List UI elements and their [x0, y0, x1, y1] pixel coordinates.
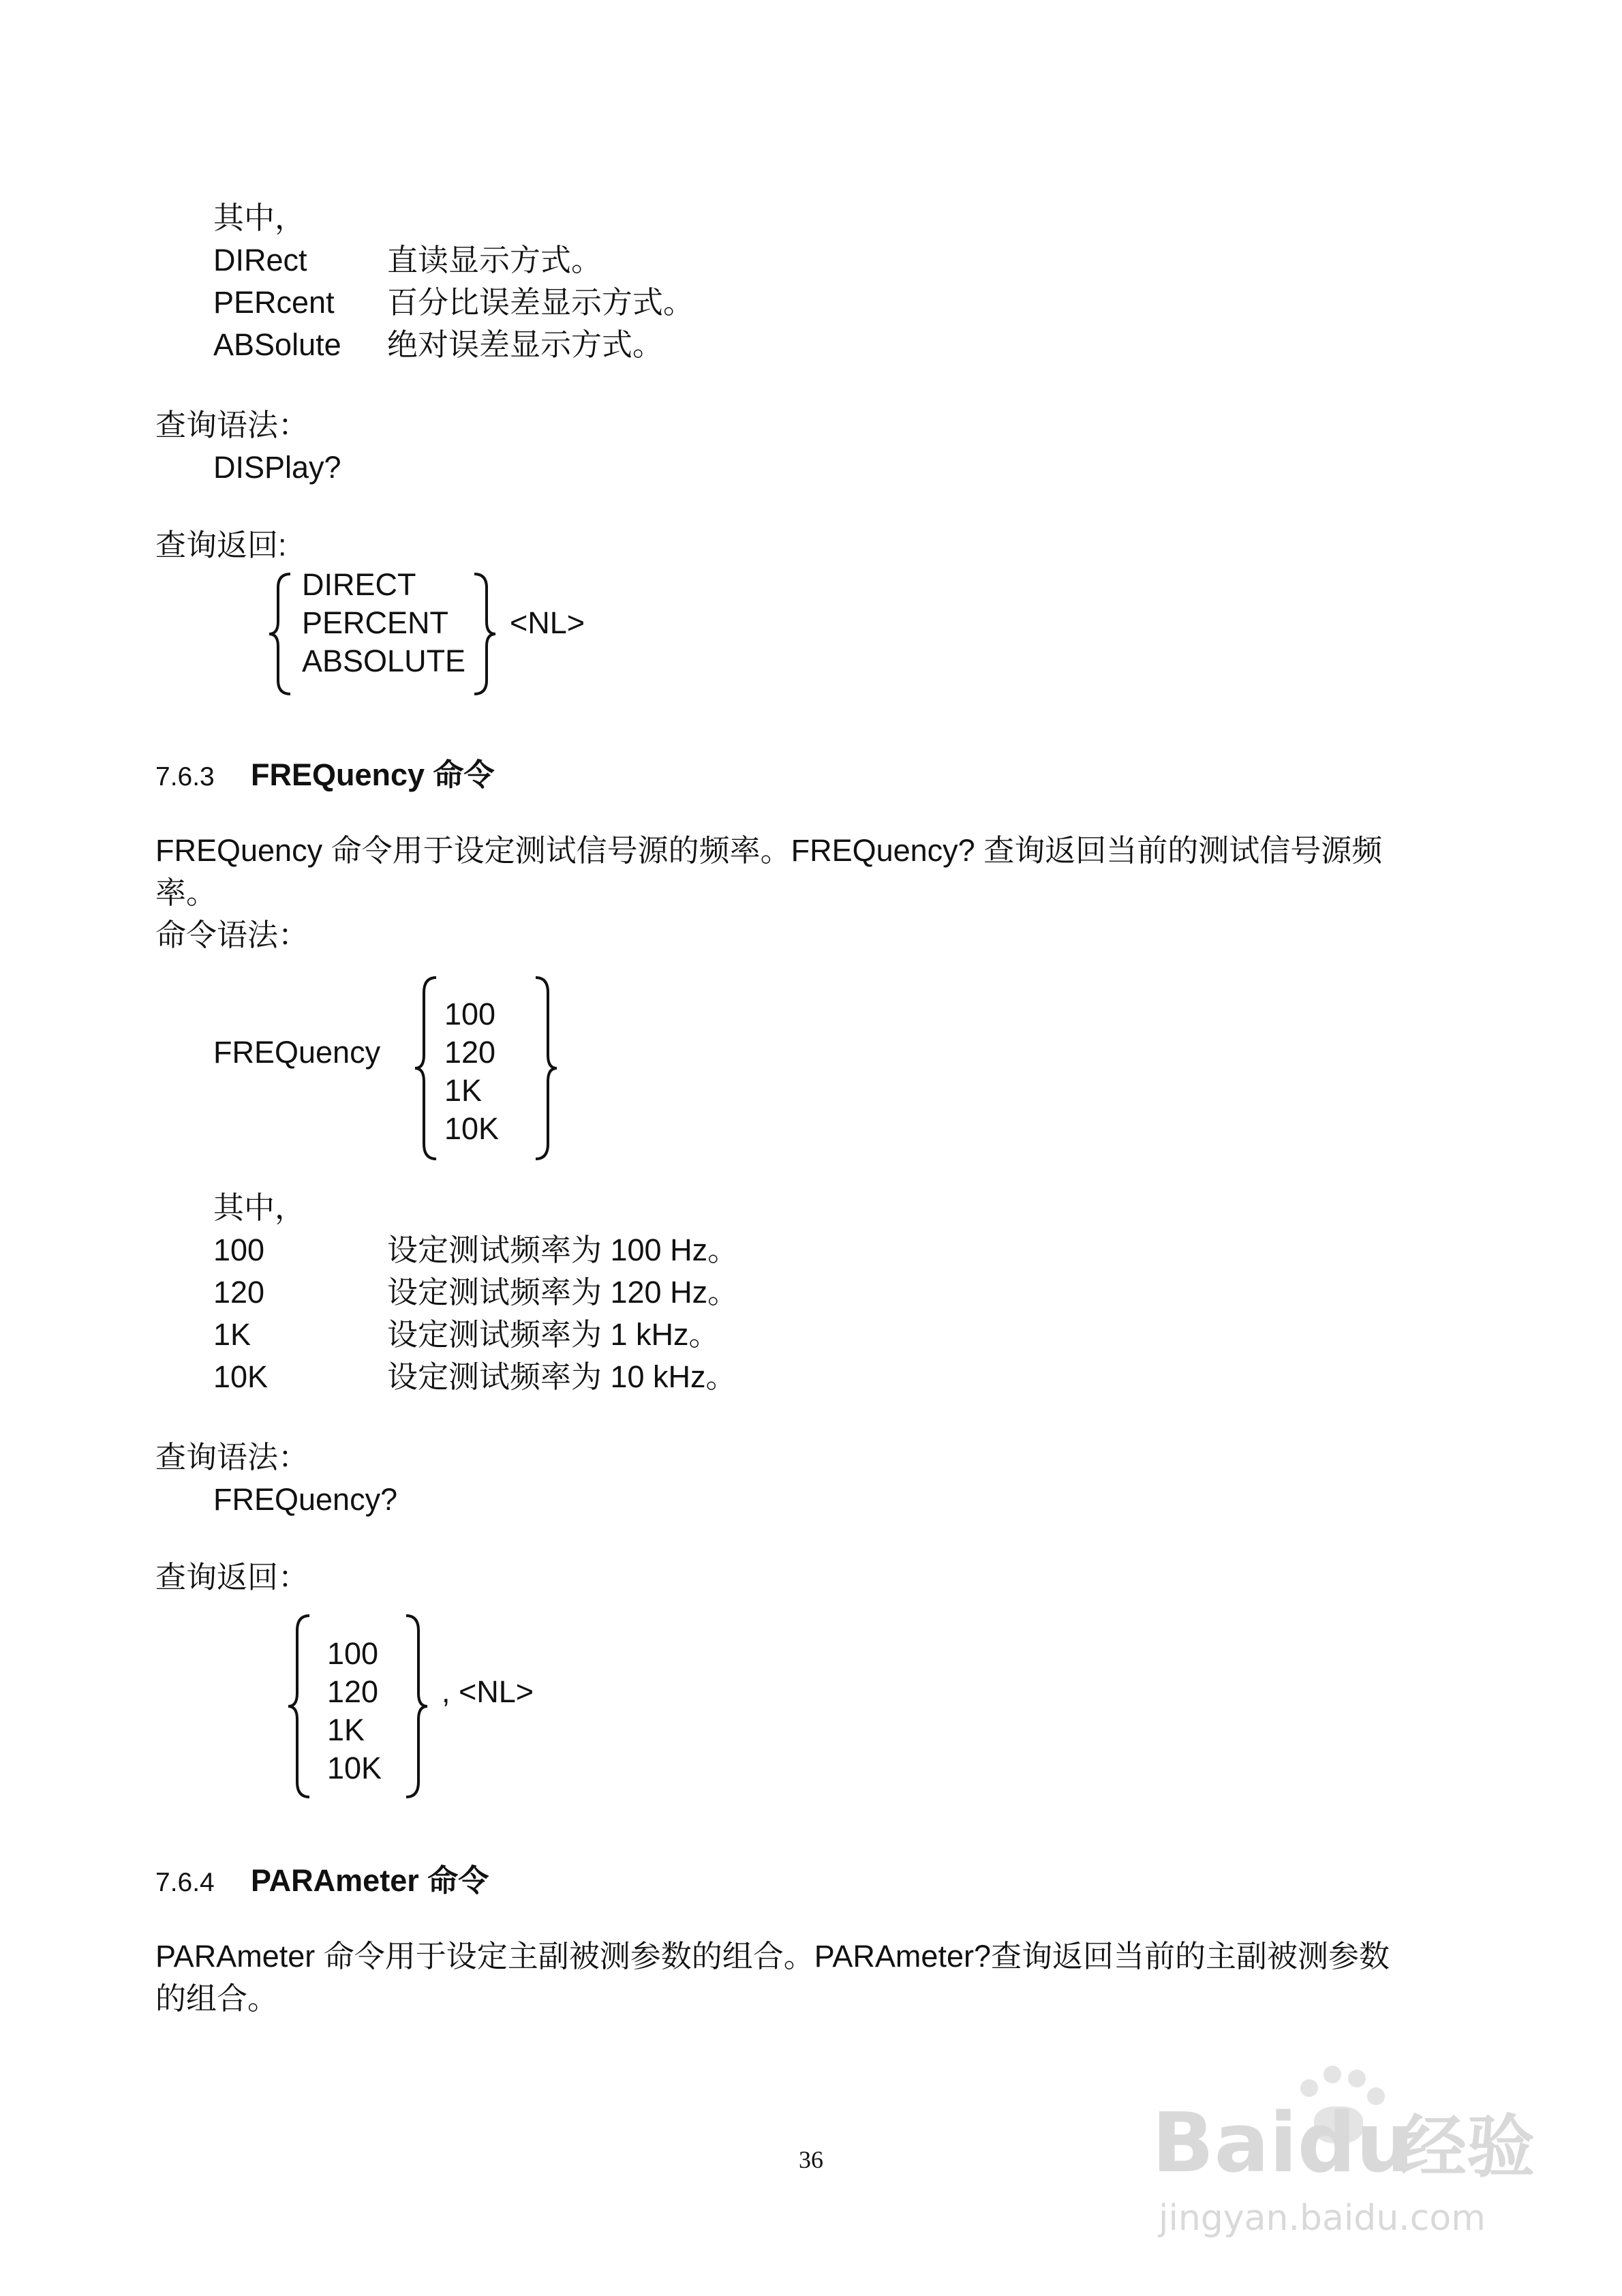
return-terminator: <NL> — [510, 605, 585, 640]
where-code: ABSolute — [213, 327, 341, 362]
page-number: 36 — [799, 2146, 823, 2173]
section-title: PARAmeter 命令 — [251, 1863, 489, 1898]
section-number: 7.6.3 — [155, 762, 215, 791]
where-code: 1K — [213, 1317, 251, 1352]
query-return-label: 查询返回： — [155, 1560, 309, 1595]
query-syntax-label: 查询语法： — [155, 408, 309, 442]
watermark-brand: Bai — [1152, 2096, 1298, 2191]
where-desc: 百分比误差显示方式。 — [387, 285, 694, 320]
where-desc: 设定测试频率为 100 Hz。 — [387, 1233, 739, 1267]
where-code: DIRect — [213, 243, 307, 277]
where-desc: 直读显示方式。 — [387, 243, 602, 277]
left-brace — [413, 976, 440, 1160]
query-syntax-label: 查询语法： — [155, 1440, 309, 1475]
return-option: DIRECT — [302, 567, 416, 602]
command-option: 100 — [444, 997, 496, 1031]
return-option: 10K — [327, 1751, 382, 1785]
command-name: FREQuency — [213, 1035, 381, 1070]
section-description: FREQuency 命令用于设定测试信号源的频率。FREQuency? 查询返回当前的测试信号源频 — [155, 833, 1383, 868]
command-option: 10K — [444, 1111, 500, 1146]
return-option: 1K — [327, 1712, 365, 1747]
right-brace — [532, 976, 559, 1160]
return-option: 120 — [327, 1674, 379, 1709]
where-desc: 设定测试频率为 10 kHz。 — [387, 1359, 737, 1394]
left-brace — [267, 573, 294, 695]
watermark-brand-2: du — [1297, 2096, 1414, 2191]
query-syntax: DISPlay? — [213, 450, 341, 485]
section-description: PARAmeter 命令用于设定主副被测参数的组合。PARAmeter?查询返回当前的主副被测参数 — [155, 1939, 1390, 1974]
where-code: 10K — [213, 1359, 269, 1394]
query-syntax: FREQuency? — [213, 1482, 398, 1517]
return-terminator: , <NL> — [442, 1674, 534, 1709]
command-option: 1K — [444, 1073, 483, 1108]
section-description-cont: 率。 — [155, 875, 217, 910]
return-option: ABSOLUTE — [302, 644, 466, 678]
where-desc: 设定测试频率为 1 kHz。 — [387, 1317, 720, 1352]
left-brace — [286, 1614, 313, 1798]
watermark-url: jingyan.baidu.com — [1159, 2198, 1486, 2239]
command-syntax-label: 命令语法： — [155, 918, 309, 952]
return-option: 100 — [327, 1636, 379, 1671]
right-brace — [470, 573, 498, 695]
where-code: PERcent — [213, 285, 335, 320]
where-desc: 设定测试频率为 120 Hz。 — [387, 1275, 739, 1310]
where-intro: 其中， — [213, 200, 306, 235]
section-title: FREQuency 命令 — [251, 757, 495, 792]
section-number: 7.6.4 — [155, 1868, 215, 1897]
query-return-label: 查询返回: — [155, 528, 287, 562]
right-brace — [402, 1614, 429, 1798]
return-option: PERCENT — [302, 605, 449, 640]
command-option: 120 — [444, 1035, 496, 1070]
where-code: 100 — [213, 1233, 265, 1267]
watermark-brand-cn: 经验 — [1398, 2107, 1535, 2187]
where-desc: 绝对误差显示方式。 — [387, 327, 664, 362]
where-code: 120 — [213, 1275, 265, 1310]
section-description-cont: 的组合。 — [155, 1981, 279, 2016]
where-intro: 其中， — [213, 1190, 306, 1225]
